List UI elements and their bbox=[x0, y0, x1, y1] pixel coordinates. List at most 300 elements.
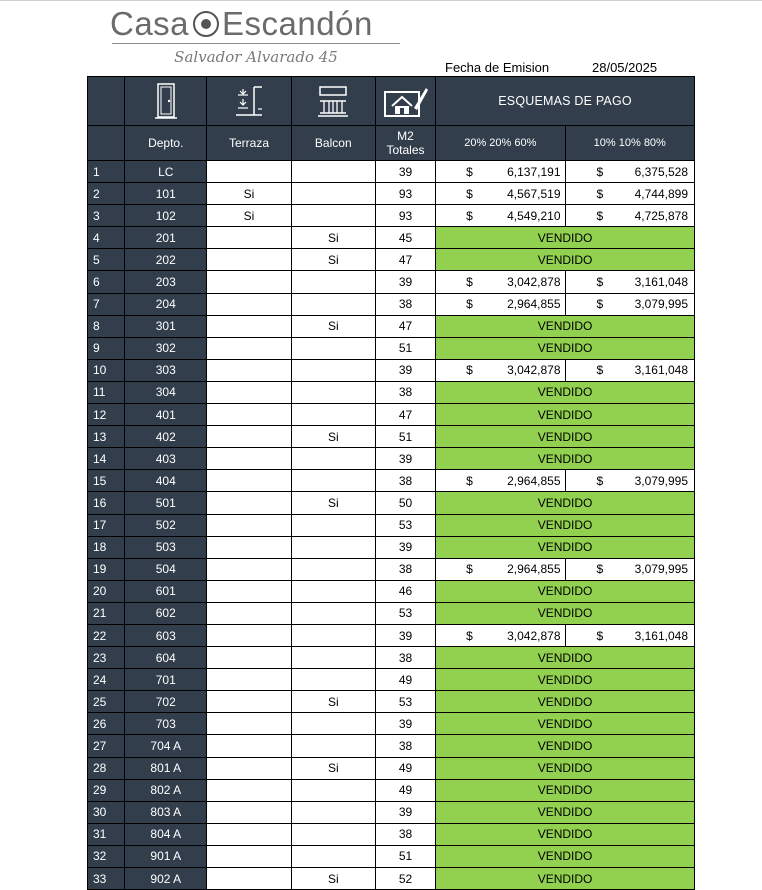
balcon-cell: Si bbox=[291, 249, 375, 271]
depto-cell: 704 A bbox=[125, 735, 207, 757]
balcon-cell bbox=[291, 602, 375, 624]
terraza-cell bbox=[207, 227, 291, 249]
sold-status-cell: VENDIDO bbox=[436, 337, 695, 359]
balcon-cell bbox=[291, 337, 375, 359]
currency-symbol: $ bbox=[466, 297, 473, 312]
currency-symbol: $ bbox=[466, 628, 473, 643]
price-value: 3,161,048 bbox=[634, 275, 688, 290]
balcon-cell bbox=[291, 845, 375, 867]
table-row bbox=[88, 293, 695, 315]
currency-symbol: $ bbox=[596, 164, 604, 179]
m2-cell: 45 bbox=[375, 227, 435, 249]
row-number: 11 bbox=[88, 381, 125, 403]
currency-symbol: $ bbox=[596, 186, 604, 201]
sold-status-cell: VENDIDO bbox=[436, 536, 695, 558]
depto-cell: 601 bbox=[125, 580, 207, 602]
table-row bbox=[88, 492, 695, 514]
m2-cell: 39 bbox=[375, 624, 435, 646]
terraza-cell bbox=[207, 558, 291, 580]
m2-cell: 38 bbox=[375, 823, 435, 845]
m2-cell: 93 bbox=[375, 205, 435, 227]
price-value: 3,042,878 bbox=[507, 628, 561, 643]
top-border-line bbox=[0, 0, 762, 1]
price-value: 6,137,191 bbox=[507, 164, 561, 179]
row-number: 30 bbox=[88, 801, 125, 823]
depto-cell: 902 A bbox=[125, 868, 207, 890]
depto-cell: 503 bbox=[125, 536, 207, 558]
depto-cell: 702 bbox=[125, 691, 207, 713]
currency-symbol: $ bbox=[596, 628, 604, 643]
terraza-cell bbox=[207, 757, 291, 779]
row-number: 21 bbox=[88, 602, 125, 624]
table-row bbox=[88, 536, 695, 558]
door-icon bbox=[155, 82, 177, 120]
price-plan-b-cell bbox=[565, 161, 694, 183]
price-value: 3,079,995 bbox=[634, 473, 688, 488]
col-terraza-header: Terraza bbox=[207, 126, 291, 161]
m2-cell: 47 bbox=[375, 404, 435, 426]
depto-cell: 801 A bbox=[125, 757, 207, 779]
currency-symbol: $ bbox=[466, 186, 473, 201]
row-number: 7 bbox=[88, 293, 125, 315]
table-row bbox=[88, 315, 695, 337]
row-number: 10 bbox=[88, 359, 125, 381]
m2-cell: 39 bbox=[375, 801, 435, 823]
table-row bbox=[88, 845, 695, 867]
depto-cell: 301 bbox=[125, 315, 207, 337]
m2-cell: 38 bbox=[375, 293, 435, 315]
m2-cell: 93 bbox=[375, 183, 435, 205]
row-number: 28 bbox=[88, 757, 125, 779]
depto-cell: 302 bbox=[125, 337, 207, 359]
balcon-cell bbox=[291, 271, 375, 293]
balcon-cell bbox=[291, 536, 375, 558]
depto-cell: 804 A bbox=[125, 823, 207, 845]
depto-cell: 502 bbox=[125, 514, 207, 536]
terraza-cell bbox=[207, 602, 291, 624]
balcon-cell bbox=[291, 381, 375, 403]
row-number: 26 bbox=[88, 713, 125, 735]
balcon-cell bbox=[291, 735, 375, 757]
balcon-cell: Si bbox=[291, 691, 375, 713]
m2-cell: 39 bbox=[375, 448, 435, 470]
sold-status-cell: VENDIDO bbox=[436, 580, 695, 602]
balcon-cell bbox=[291, 779, 375, 801]
currency-symbol: $ bbox=[466, 164, 473, 179]
depto-cell: 203 bbox=[125, 271, 207, 293]
table-row bbox=[88, 868, 695, 890]
price-content bbox=[440, 209, 560, 223]
currency-symbol: $ bbox=[466, 473, 473, 488]
price-value: 3,042,878 bbox=[507, 275, 561, 290]
sold-status-cell: VENDIDO bbox=[436, 779, 695, 801]
balcon-cell bbox=[291, 448, 375, 470]
sold-status-cell: VENDIDO bbox=[436, 602, 695, 624]
price-content bbox=[570, 363, 690, 377]
sold-status-cell: VENDIDO bbox=[436, 249, 695, 271]
currency-symbol: $ bbox=[466, 208, 473, 223]
balcon-cell: Si bbox=[291, 492, 375, 514]
header-terrace-cell bbox=[207, 77, 291, 126]
table-row bbox=[88, 779, 695, 801]
terraza-cell bbox=[207, 470, 291, 492]
table-row bbox=[88, 249, 695, 271]
m2-cell: 51 bbox=[375, 426, 435, 448]
price-plan-b-cell bbox=[565, 183, 694, 205]
price-content bbox=[440, 275, 560, 289]
sold-status-cell: VENDIDO bbox=[436, 448, 695, 470]
currency-symbol: $ bbox=[596, 297, 604, 312]
row-number: 2 bbox=[88, 183, 125, 205]
price-content bbox=[570, 275, 690, 289]
price-table bbox=[87, 76, 695, 890]
currency-symbol: $ bbox=[466, 275, 473, 290]
m2-cell: 38 bbox=[375, 470, 435, 492]
balcon-cell: Si bbox=[291, 426, 375, 448]
depto-cell: 501 bbox=[125, 492, 207, 514]
table-row bbox=[88, 801, 695, 823]
sold-status-cell: VENDIDO bbox=[436, 845, 695, 867]
table-row bbox=[88, 735, 695, 757]
m2-cell: 49 bbox=[375, 669, 435, 691]
sold-status-cell: VENDIDO bbox=[436, 757, 695, 779]
table-row bbox=[88, 602, 695, 624]
terraza-cell bbox=[207, 426, 291, 448]
terraza-cell bbox=[207, 293, 291, 315]
price-content bbox=[570, 562, 690, 576]
row-number: 3 bbox=[88, 205, 125, 227]
row-number: 25 bbox=[88, 691, 125, 713]
row-number: 15 bbox=[88, 470, 125, 492]
row-number: 16 bbox=[88, 492, 125, 514]
m2-cell: 53 bbox=[375, 514, 435, 536]
header-num-blank bbox=[88, 126, 125, 161]
terraza-cell bbox=[207, 823, 291, 845]
price-value: 3,161,048 bbox=[634, 628, 688, 643]
col-depto-header: Depto. bbox=[125, 126, 207, 161]
sold-status-cell: VENDIDO bbox=[436, 492, 695, 514]
terraza-cell bbox=[207, 315, 291, 337]
price-content bbox=[570, 165, 690, 179]
table-row bbox=[88, 624, 695, 646]
table-row bbox=[88, 404, 695, 426]
price-content bbox=[570, 209, 690, 223]
fecha-value: 28/05/2025 bbox=[592, 60, 658, 75]
m2-cell: 39 bbox=[375, 161, 435, 183]
balcon-cell bbox=[291, 801, 375, 823]
terraza-cell bbox=[207, 448, 291, 470]
depto-cell: 404 bbox=[125, 470, 207, 492]
balcon-cell: Si bbox=[291, 868, 375, 890]
terraza-cell bbox=[207, 779, 291, 801]
price-content bbox=[440, 187, 560, 201]
terraza-cell bbox=[207, 492, 291, 514]
price-content bbox=[440, 165, 560, 179]
currency-symbol: $ bbox=[466, 363, 473, 378]
terraza-cell: Si bbox=[207, 183, 291, 205]
terraza-cell bbox=[207, 359, 291, 381]
m2-cell: 51 bbox=[375, 337, 435, 359]
row-number: 19 bbox=[88, 558, 125, 580]
table-row bbox=[88, 558, 695, 580]
m2-cell: 38 bbox=[375, 558, 435, 580]
depto-cell: 604 bbox=[125, 647, 207, 669]
currency-symbol: $ bbox=[596, 562, 604, 577]
depto-cell: 603 bbox=[125, 624, 207, 646]
terraza-cell bbox=[207, 845, 291, 867]
row-number: 9 bbox=[88, 337, 125, 359]
header-labels-row bbox=[88, 126, 695, 161]
row-number: 12 bbox=[88, 404, 125, 426]
row-number: 31 bbox=[88, 823, 125, 845]
depto-cell: 703 bbox=[125, 713, 207, 735]
col-balcon-header: Balcon bbox=[291, 126, 375, 161]
terraza-cell bbox=[207, 868, 291, 890]
sold-status-cell: VENDIDO bbox=[436, 514, 695, 536]
terraza-cell bbox=[207, 735, 291, 757]
row-number: 23 bbox=[88, 647, 125, 669]
table-row bbox=[88, 580, 695, 602]
terraza-cell bbox=[207, 514, 291, 536]
balcon-cell bbox=[291, 713, 375, 735]
m2-cell: 38 bbox=[375, 381, 435, 403]
m2-cell: 38 bbox=[375, 647, 435, 669]
sold-status-cell: VENDIDO bbox=[436, 227, 695, 249]
brand-address: Salvador Alvarado 45 bbox=[174, 48, 338, 66]
row-number: 22 bbox=[88, 624, 125, 646]
row-number: 4 bbox=[88, 227, 125, 249]
price-plan-a-cell bbox=[436, 293, 565, 315]
row-number: 1 bbox=[88, 161, 125, 183]
row-number: 29 bbox=[88, 779, 125, 801]
price-plan-a-cell bbox=[436, 205, 565, 227]
header-floorplan-cell bbox=[375, 77, 435, 126]
currency-symbol: $ bbox=[466, 562, 473, 577]
balcon-cell: Si bbox=[291, 315, 375, 337]
row-number: 18 bbox=[88, 536, 125, 558]
price-value: 3,079,995 bbox=[634, 562, 688, 577]
m2-cell: 46 bbox=[375, 580, 435, 602]
table-row bbox=[88, 337, 695, 359]
price-plan-b-cell bbox=[565, 470, 694, 492]
price-value: 3,161,048 bbox=[634, 363, 688, 378]
depto-cell: 403 bbox=[125, 448, 207, 470]
row-number: 13 bbox=[88, 426, 125, 448]
table-row bbox=[88, 647, 695, 669]
row-number: 27 bbox=[88, 735, 125, 757]
price-content bbox=[440, 363, 560, 377]
depto-cell: 303 bbox=[125, 359, 207, 381]
row-number: 33 bbox=[88, 868, 125, 890]
sold-status-cell: VENDIDO bbox=[436, 315, 695, 337]
depto-cell: 701 bbox=[125, 669, 207, 691]
table-row bbox=[88, 381, 695, 403]
price-plan-a-cell bbox=[436, 183, 565, 205]
row-number: 32 bbox=[88, 845, 125, 867]
m2-cell: 47 bbox=[375, 315, 435, 337]
table-row bbox=[88, 823, 695, 845]
terraza-cell bbox=[207, 624, 291, 646]
price-value: 2,964,855 bbox=[507, 297, 561, 312]
price-plan-b-cell bbox=[565, 293, 694, 315]
price-content bbox=[440, 297, 560, 311]
sold-status-cell: VENDIDO bbox=[436, 735, 695, 757]
terraza-cell bbox=[207, 536, 291, 558]
price-value: 2,964,855 bbox=[507, 473, 561, 488]
price-plan-b-cell bbox=[565, 359, 694, 381]
terraza-cell bbox=[207, 801, 291, 823]
price-value: 3,042,878 bbox=[507, 363, 561, 378]
terraza-cell bbox=[207, 161, 291, 183]
m2-cell: 39 bbox=[375, 359, 435, 381]
row-number: 20 bbox=[88, 580, 125, 602]
esquemas-header: ESQUEMAS DE PAGO bbox=[436, 77, 695, 126]
header-door-cell bbox=[125, 77, 207, 126]
sold-status-cell: VENDIDO bbox=[436, 713, 695, 735]
table-row bbox=[88, 183, 695, 205]
depto-cell: 803 A bbox=[125, 801, 207, 823]
table-row bbox=[88, 448, 695, 470]
fecha-label: Fecha de Emision bbox=[445, 60, 550, 75]
depto-cell: LC bbox=[125, 161, 207, 183]
balcon-cell bbox=[291, 647, 375, 669]
price-content bbox=[440, 562, 560, 576]
price-plan-b-cell bbox=[565, 624, 694, 646]
depto-cell: 602 bbox=[125, 602, 207, 624]
col-plan-b-header: 10% 10% 80% bbox=[565, 126, 694, 161]
depto-cell: 504 bbox=[125, 558, 207, 580]
brand-name-part1: Casa bbox=[110, 5, 190, 42]
balcon-cell bbox=[291, 514, 375, 536]
table-row bbox=[88, 691, 695, 713]
table-row bbox=[88, 161, 695, 183]
currency-symbol: $ bbox=[596, 363, 604, 378]
price-plan-a-cell bbox=[436, 470, 565, 492]
price-plan-b-cell bbox=[565, 558, 694, 580]
balcon-cell bbox=[291, 161, 375, 183]
price-content bbox=[570, 629, 690, 643]
table-row bbox=[88, 757, 695, 779]
col-m2-header bbox=[375, 126, 435, 161]
m2-cell: 38 bbox=[375, 735, 435, 757]
sold-status-cell: VENDIDO bbox=[436, 647, 695, 669]
terrace-icon bbox=[234, 83, 264, 119]
table-row bbox=[88, 359, 695, 381]
price-content bbox=[570, 297, 690, 311]
sold-status-cell: VENDIDO bbox=[436, 691, 695, 713]
depto-cell: 204 bbox=[125, 293, 207, 315]
m2-cell: 52 bbox=[375, 868, 435, 890]
table-row bbox=[88, 227, 695, 249]
price-plan-b-cell bbox=[565, 271, 694, 293]
brand-title bbox=[110, 4, 402, 44]
m2-cell: 49 bbox=[375, 757, 435, 779]
col-m2-line2: Totales bbox=[386, 143, 425, 157]
price-plan-a-cell bbox=[436, 161, 565, 183]
m2-cell: 51 bbox=[375, 845, 435, 867]
depto-cell: 201 bbox=[125, 227, 207, 249]
terraza-cell bbox=[207, 381, 291, 403]
price-value: 4,744,899 bbox=[634, 186, 688, 201]
currency-symbol: $ bbox=[596, 275, 604, 290]
row-number: 8 bbox=[88, 315, 125, 337]
row-number: 24 bbox=[88, 669, 125, 691]
table-row bbox=[88, 470, 695, 492]
table-row bbox=[88, 669, 695, 691]
col-plan-a-header: 20% 20% 60% bbox=[436, 126, 565, 161]
m2-cell: 39 bbox=[375, 713, 435, 735]
balcon-cell bbox=[291, 470, 375, 492]
price-value: 4,549,210 bbox=[507, 208, 561, 223]
balcony-icon bbox=[317, 83, 349, 119]
m2-cell: 39 bbox=[375, 536, 435, 558]
balcon-cell bbox=[291, 205, 375, 227]
row-number: 14 bbox=[88, 448, 125, 470]
balcon-cell: Si bbox=[291, 757, 375, 779]
depto-cell: 802 A bbox=[125, 779, 207, 801]
brand-divider bbox=[112, 43, 400, 44]
sold-status-cell: VENDIDO bbox=[436, 801, 695, 823]
balcon-cell bbox=[291, 293, 375, 315]
m2-cell: 53 bbox=[375, 691, 435, 713]
table-row bbox=[88, 514, 695, 536]
price-value: 3,079,995 bbox=[634, 297, 688, 312]
price-value: 6,375,528 bbox=[634, 164, 688, 179]
header-icons-row bbox=[88, 77, 695, 126]
sold-status-cell: VENDIDO bbox=[436, 426, 695, 448]
balcon-cell bbox=[291, 404, 375, 426]
price-content bbox=[440, 474, 560, 488]
brand-logo bbox=[110, 4, 402, 70]
price-content bbox=[570, 187, 690, 201]
depto-cell: 401 bbox=[125, 404, 207, 426]
balcon-cell bbox=[291, 624, 375, 646]
col-m2-line1: M2 bbox=[397, 129, 414, 143]
terraza-cell bbox=[207, 337, 291, 359]
currency-symbol: $ bbox=[596, 208, 604, 223]
brand-name-part2: Escandón bbox=[222, 5, 373, 42]
sold-status-cell: VENDIDO bbox=[436, 381, 695, 403]
depto-cell: 901 A bbox=[125, 845, 207, 867]
terraza-cell bbox=[207, 249, 291, 271]
table-row bbox=[88, 426, 695, 448]
depto-cell: 304 bbox=[125, 381, 207, 403]
terraza-cell bbox=[207, 669, 291, 691]
sold-status-cell: VENDIDO bbox=[436, 868, 695, 890]
m2-cell: 50 bbox=[375, 492, 435, 514]
m2-cell: 47 bbox=[375, 249, 435, 271]
price-plan-a-cell bbox=[436, 359, 565, 381]
currency-symbol: $ bbox=[596, 473, 604, 488]
price-plan-a-cell bbox=[436, 271, 565, 293]
terraza-cell: Si bbox=[207, 205, 291, 227]
table-row bbox=[88, 271, 695, 293]
sold-status-cell: VENDIDO bbox=[436, 823, 695, 845]
brand-dot-icon bbox=[193, 11, 219, 37]
depto-cell: 101 bbox=[125, 183, 207, 205]
table-row bbox=[88, 713, 695, 735]
price-value: 4,567,519 bbox=[507, 186, 561, 201]
table-row bbox=[88, 205, 695, 227]
terraza-cell bbox=[207, 404, 291, 426]
terraza-cell bbox=[207, 713, 291, 735]
row-number: 17 bbox=[88, 514, 125, 536]
depto-cell: 402 bbox=[125, 426, 207, 448]
m2-cell: 49 bbox=[375, 779, 435, 801]
terraza-cell bbox=[207, 647, 291, 669]
balcon-cell bbox=[291, 580, 375, 602]
sold-status-cell: VENDIDO bbox=[436, 669, 695, 691]
